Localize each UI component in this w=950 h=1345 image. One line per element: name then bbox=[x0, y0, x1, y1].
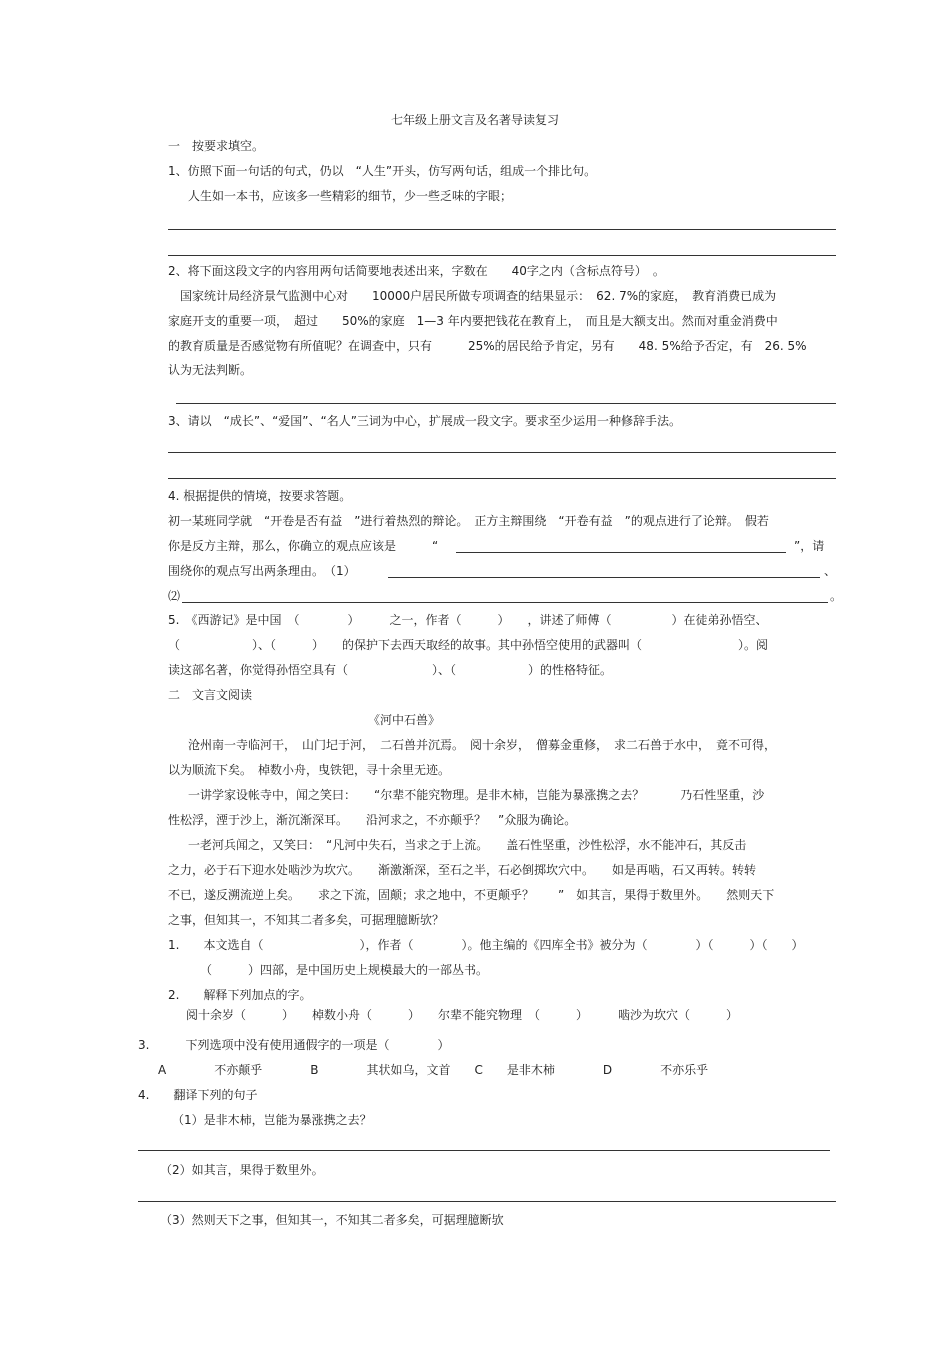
question-2-text: 认为无法判断。 bbox=[168, 363, 253, 377]
translate-item: （1）是非木柿，岂能为暴涨携之去？ bbox=[172, 1113, 372, 1127]
sub-question-3-options: A 不亦颠乎 B 其状如乌，文首 C 是非木柿 D 不亦乐乎 bbox=[158, 1063, 709, 1077]
question-2: 2、将下面这段文字的内容用两句话简要地表述出来，字数在 40字之内（含标点符号） 。 bbox=[168, 264, 665, 278]
question-5: 5. 《西游记》是中国 （ ） 之一，作者（ ） ，讲述了师傅（ ）在徒弟孙悟空、 bbox=[168, 613, 768, 627]
page-title: 七年级上册文言及名著导读复习 bbox=[390, 113, 559, 127]
passage-title: 《河中石兽》 bbox=[368, 713, 441, 727]
sub-question-2: 2. 解释下列加点的字。 bbox=[168, 988, 312, 1002]
question-4-text: 你是反方主辩，那么，你确立的观点应该是 “ bbox=[168, 539, 439, 553]
answer-line[interactable] bbox=[456, 552, 786, 553]
question-1: 1、仿照下面一句话的句式，仍以 “人生”开头，仿写两句话，组成一个排比句。 bbox=[168, 164, 597, 178]
question-5: 读这部名著，你觉得孙悟空具有（ ）、（ ）的性格特征。 bbox=[168, 663, 613, 677]
answer-line[interactable] bbox=[176, 403, 836, 404]
answer-line[interactable] bbox=[168, 452, 836, 453]
question-4-text: 围绕你的观点写出两条理由。 （1） bbox=[168, 564, 356, 578]
question-2-text: 家庭开支的重要一项， 超过 50%的家庭 1—3 年内要把钱花在教育上， 而且是大额支出。然而对重金消费中 bbox=[168, 314, 778, 328]
question-4-text: 、 bbox=[824, 564, 837, 578]
answer-line[interactable] bbox=[182, 602, 828, 603]
answer-line[interactable] bbox=[388, 577, 820, 578]
section-heading: 一 按要求填空。 bbox=[168, 139, 265, 153]
passage-text: 一讲学家设帐寺中，闻之笑曰： “尔辈不能究物理。是非木柿，岂能为暴涨携之去？ 乃石性坚重，沙 bbox=[188, 788, 765, 802]
passage-text: 不已，遂反溯流逆上矣。 求之下流，固颠；求之地中，不更颠乎？ ” 如其言，果得于数里外。 然则天下 bbox=[168, 888, 775, 902]
question-4-text: 。 bbox=[830, 589, 843, 603]
translate-item: （2）如其言，果得于数里外。 bbox=[160, 1163, 324, 1177]
question-3: 3、请以 “成长”、“爱国”、“名人”三词为中心，扩展成一段文字。要求至少运用一种修辞手法。 bbox=[168, 414, 681, 428]
answer-line[interactable] bbox=[168, 255, 836, 256]
sub-question-2-items: 阅十余岁（ ） 棹数小舟（ ） 尔辈不能究物理 （ ） 啮沙为坎穴（ ） bbox=[186, 1008, 739, 1022]
answer-line[interactable] bbox=[138, 1201, 836, 1202]
question-4-text: 初一某班同学就 “开卷是否有益 ”进行着热烈的辩论。 正方主辩围绕 “开卷有益 ”的观点进行了论辩。 假若 bbox=[168, 514, 769, 528]
passage-text: 沧州南一寺临河干， 山门圮于河， 二石兽并沉焉。 阅十余岁， 僧募金重修， 求二石兽于水中， 竟不可得， bbox=[188, 738, 777, 752]
sub-question-3: 3. 下列选项中没有使用通假字的一项是（ ） bbox=[138, 1038, 450, 1052]
sub-question-1: （ ）四部，是中国历史上规模最大的一部丛书。 bbox=[200, 963, 489, 977]
sub-question-4: 4. 翻译下列的句子 bbox=[138, 1088, 258, 1102]
passage-text: 一老河兵闻之，又笑曰： “凡河中失石，当求之于上流。 盖石性坚重，沙性松浮，水不能冲石，其反击 bbox=[188, 838, 747, 852]
sub-question-1: 1. 本文选自（ ），作者（ ）。他主编的《四库全书》被分为（ ）（ ）（ ） bbox=[168, 938, 804, 952]
question-2-text: 国家统计局经济景气监测中心对 10000户居民所做专项调查的结果显示： 62. 7%的家庭， 教育消费已成为 bbox=[180, 289, 777, 303]
passage-text: 之事，但知其一，不知其二者多矣，可据理臆断欤？ bbox=[168, 913, 445, 927]
question-4-text: ⑵ bbox=[168, 589, 181, 603]
passage-text: 以为顺流下矣。 棹数小舟，曳铁钯，寻十余里无迹。 bbox=[168, 763, 451, 777]
question-4-text: ”，请 bbox=[794, 539, 825, 553]
question-1-example: 人生如一本书，应该多一些精彩的细节，少一些乏味的字眼； bbox=[188, 189, 513, 203]
answer-line[interactable] bbox=[168, 478, 836, 479]
question-5: （ ）、（ ） 的保护下去西天取经的故事。其中孙悟空使用的武器叫（ ）。阅 bbox=[168, 638, 769, 652]
question-2-text: 的教育质量是否感觉物有所值呢？在调查中，只有 25%的居民给予肯定，另有 48. 5%给予否定，有 26. 5% bbox=[168, 339, 807, 353]
translate-item: （3）然则天下之事，但知其一，不知其二者多矣，可据理臆断欤 bbox=[160, 1213, 504, 1227]
passage-text: 性松浮，湮于沙上，渐沉渐深耳。 沿河求之，不亦颠乎？ ”众服为确论。 bbox=[168, 813, 577, 827]
passage-text: 之力，必于石下迎水处啮沙为坎穴。 渐激渐深，至石之半，石必倒掷坎穴中。 如是再啮，石又再转。转转 bbox=[168, 863, 757, 877]
answer-line[interactable] bbox=[168, 229, 836, 230]
section-heading: 二 文言文阅读 bbox=[168, 688, 253, 702]
answer-line[interactable] bbox=[138, 1150, 830, 1151]
question-4: 4. 根据提供的情境，按要求答题。 bbox=[168, 489, 352, 503]
